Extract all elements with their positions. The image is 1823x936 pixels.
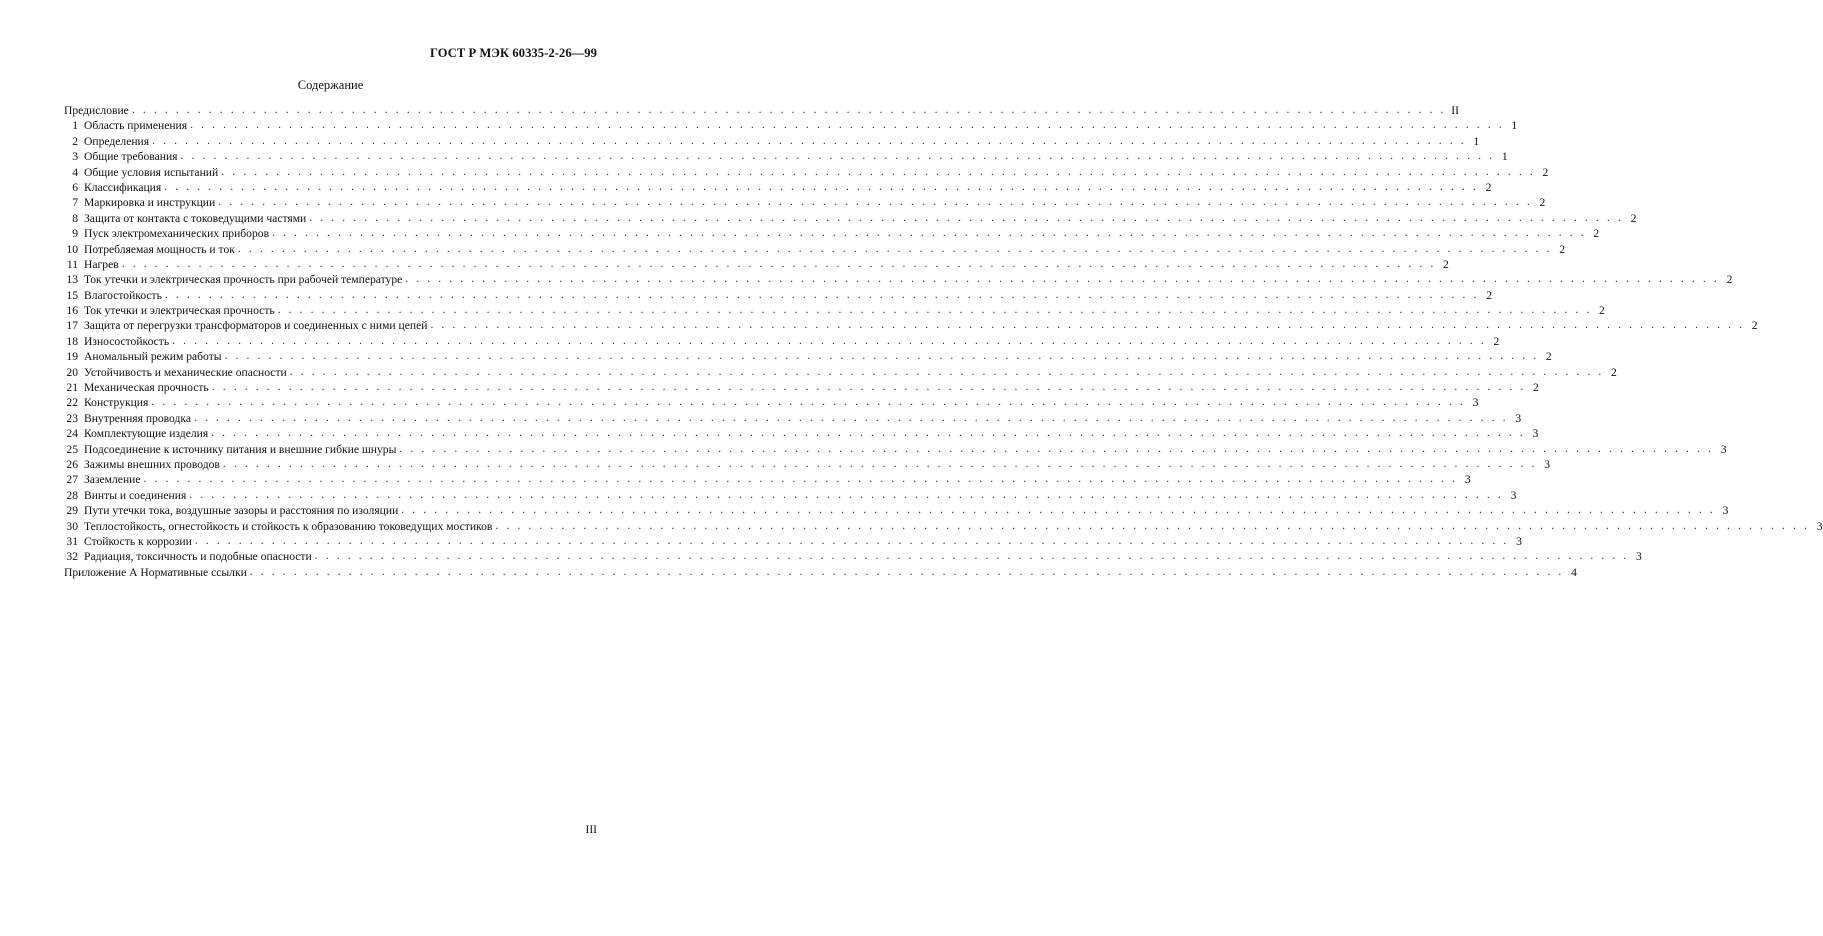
- toc-entry[interactable]: [64, 333, 1500, 349]
- toc-entry-label: Износостойкость: [84, 334, 170, 348]
- toc-entry[interactable]: [64, 518, 1823, 534]
- dot-leader: . . . . . . . . . . . . . . . . . . . . . . . . . . . . . . . . . . . . . . . . . . . . . . . . . . . . . . . . . . . . . . . . . . . . . . . . . . . . . . . . . . . . . . . . . . . . . . . . . . . . . . . . . . . . . . . . . . . . . . . .: [194, 533, 1509, 547]
- toc-entry-number: 20: [66, 365, 78, 379]
- toc-entry[interactable]: [64, 318, 1758, 333]
- dot-leader: . . . . . . . . . . . . . . . . . . . . . . . . . . . . . . . . . . . . . . . . . . . . . . . . . . . . . . . . . . . . . . . . . . . . . . . . . . . . . . . . . . . . . . . . . . . . . . . . . . . . . . . . . . . . . . . . . . . . . . . .: [218, 195, 1533, 209]
- toc-entry[interactable]: [64, 380, 1539, 395]
- toc-entry-label: Внутренняя проводка: [84, 411, 192, 425]
- toc-entry[interactable]: [64, 133, 1480, 149]
- toc-entry-label: Винты и соединения: [84, 488, 187, 502]
- toc-entry[interactable]: [64, 533, 1522, 549]
- toc-title: Содержание: [297, 78, 364, 92]
- toc-entry-page: 1: [1511, 119, 1518, 133]
- dot-leader: . . . . . . . . . . . . . . . . . . . . . . . . . . . . . . . . . . . . . . . . . . . . . . . . . . . . . . . . . . . . . . . . . . . . . . . . . . . . . . . . . . . . . . . . . . . . . . . . . . . . . . . . . . . . . . . . . . . . . . . .: [221, 164, 1536, 178]
- toc-entry-page: 3: [1816, 519, 1823, 533]
- toc-entry[interactable]: [64, 426, 1539, 441]
- toc-entry-page: 3: [1510, 488, 1517, 502]
- dot-leader: . . . . . . . . . . . . . . . . . . . . . . . . . . . . . . . . . . . . . . . . . . . . . . . . . . . . . . . . . . . . . . . . . . . . . . . . . . . . . . . . . . . . . . . . . . . . . . . . . . . . . . . . . . . . . . . . . . . . . . . .: [224, 349, 1539, 363]
- toc-entry-number: 19: [66, 350, 78, 364]
- toc-entry-page: II: [1451, 104, 1459, 117]
- toc-entry-page: 3: [1516, 534, 1522, 548]
- toc-entry-page: 2: [1751, 319, 1758, 333]
- dot-leader: . . . . . . . . . . . . . . . . . . . . . . . . . . . . . . . . . . . . . . . . . . . . . . . . . . . . . . . . . . . . . . . . . . . . . . . . . . . . . . . . . . . . . . . . . . . . . . . . . . . . . . . . . . . . . . . . . . . . . . . .: [405, 272, 1720, 286]
- toc-entry-page: 2: [1611, 365, 1617, 379]
- toc-entry-label: Аномальный режим работы: [84, 350, 222, 364]
- toc-entry-label: Ток утечки и электрическая прочность: [84, 304, 275, 318]
- toc-entry-page: 3: [1636, 550, 1642, 564]
- toc-entry-page: 3: [1532, 427, 1539, 441]
- toc-entry[interactable]: [64, 487, 1517, 503]
- toc-entry-label: Пуск электромеханических приборов: [84, 227, 270, 241]
- toc-entry-number: 2: [72, 134, 78, 148]
- dot-leader: . . . . . . . . . . . . . . . . . . . . . . . . . . . . . . . . . . . . . . . . . . . . . . . . . . . . . . . . . . . . . . . . . . . . . . . . . . . . . . . . . . . . . . . . . . . . . . . . . . . . . . . . . . . . . . . . . . . . . . . .: [211, 426, 1526, 440]
- dot-leader: . . . . . . . . . . . . . . . . . . . . . . . . . . . . . . . . . . . . . . . . . . . . . . . . . . . . . . . . . . . . . . . . . . . . . . . . . . . . . . . . . . . . . . . . . . . . . . . . . . . . . . . . . . . . . . . . . . . . . . . .: [401, 503, 1716, 517]
- dot-leader: . . . . . . . . . . . . . . . . . . . . . . . . . . . . . . . . . . . . . . . . . . . . . . . . . . . . . . . . . . . . . . . . . . . . . . . . . . . . . . . . . . . . . . . . . . . . . . . . . . . . . . . . . . . . . . . . . . . . . . . .: [152, 133, 1467, 147]
- toc-entry-page: 2: [1726, 273, 1733, 287]
- dot-leader: . . . . . . . . . . . . . . . . . . . . . . . . . . . . . . . . . . . . . . . . . . . . . . . . . . . . . . . . . . . . . . . . . . . . . . . . . . . . . . . . . . . . . . . . . . . . . . . . . . . . . . . . . . . . . . . . . . . . . . . .: [172, 333, 1487, 347]
- toc-entry-number: 13: [66, 273, 78, 287]
- dot-leader: . . . . . . . . . . . . . . . . . . . . . . . . . . . . . . . . . . . . . . . . . . . . . . . . . . . . . . . . . . . . . . . . . . . . . . . . . . . . . . . . . . . . . . . . . . . . . . . . . . . . . . . . . . . . . . . . . . . . . . . .: [272, 226, 1587, 240]
- toc-entry-number: 21: [66, 381, 78, 395]
- toc-entry-label: Определения: [84, 134, 150, 148]
- toc-entry-number: 22: [66, 396, 78, 410]
- toc-entry-number: 6: [72, 180, 78, 194]
- dot-leader: . . . . . . . . . . . . . . . . . . . . . . . . . . . . . . . . . . . . . . . . . . . . . . . . . . . . . . . . . . . . . . . . . . . . . . . . . . . . . . . . . . . . . . . . . . . . . . . . . . . . . . . . . . . . . . . . . . . . . . . .: [194, 410, 1509, 424]
- toc-entry-label: Приложение А Нормативные ссылки: [64, 565, 247, 579]
- toc-entry-number: 16: [66, 304, 78, 318]
- toc-entry-number: 7: [72, 196, 78, 210]
- dot-leader: . . . . . . . . . . . . . . . . . . . . . . . . . . . . . . . . . . . . . . . . . . . . . . . . . . . . . . . . . . . . . . . . . . . . . . . . . . . . . . . . . . . . . . . . . . . . . . . . . . . . . . . . . . . . . . . . . . . . . . . .: [399, 441, 1714, 455]
- dot-leader: . . . . . . . . . . . . . . . . . . . . . . . . . . . . . . . . . . . . . . . . . . . . . . . . . . . . . . . . . . . . . . . . . . . . . . . . . . . . . . . . . . . . . . . . . . . . . . . . . . . . . . . . . . . . . . . . . . . . . . . .: [164, 287, 1480, 301]
- toc-entry-page: 2: [1630, 211, 1637, 225]
- toc-entry[interactable]: [64, 164, 1549, 180]
- toc-entry-label: Подсоединение к источнику питания и внешние гибкие шнуры: [84, 442, 397, 456]
- toc-entry-number: 23: [66, 411, 78, 425]
- toc-entry[interactable]: [64, 303, 1605, 318]
- toc-entry-label: Влагостойкость: [84, 288, 162, 302]
- toc-entry[interactable]: [64, 564, 1577, 580]
- toc-entry-number: 4: [72, 165, 78, 179]
- dot-leader: . . . . . . . . . . . . . . . . . . . . . . . . . . . . . . . . . . . . . . . . . . . . . . . . . . . . . . . . . . . . . . . . . . . . . . . . . . . . . . . . . . . . . . . . . . . . . . . . . . . . . . . . . . . . . . . . . . . . . . . .: [180, 149, 1495, 163]
- toc-entry[interactable]: [64, 287, 1493, 303]
- toc-entry-page: 3: [1464, 473, 1471, 487]
- toc-entry-label: Классификация: [84, 180, 162, 194]
- dot-leader: . . . . . . . . . . . . . . . . . . . . . . . . . . . . . . . . . . . . . . . . . . . . . . . . . . . . . . . . . . . . . . . . . . . . . . . . . . . . . . . . . . . . . . . . . . . . . . . . . . . . . . . . . . . . . . . . . . . . . . . .: [189, 487, 1504, 501]
- toc-entry-page: 2: [1542, 165, 1549, 179]
- page-number: III: [585, 824, 597, 836]
- toc-entry-number: 1: [72, 119, 78, 133]
- table-of-contents: [64, 103, 1823, 580]
- toc-entry-label: Механическая прочность: [84, 381, 209, 395]
- toc-entry[interactable]: [64, 195, 1546, 210]
- toc-entry[interactable]: [64, 241, 1565, 257]
- dot-leader: . . . . . . . . . . . . . . . . . . . . . . . . . . . . . . . . . . . . . . . . . . . . . . . . . . . . . . . . . . . . . . . . . . . . . . . . . . . . . . . . . . . . . . . . . . . . . . . . . . . . . . . . . . . . . . . . . . . . . . . .: [314, 549, 1629, 563]
- toc-entry-page: 2: [1539, 196, 1546, 210]
- toc-entry-label: Стойкость к коррозии: [84, 534, 192, 548]
- toc-entry-label: Пути утечки тока, воздушные зазоры и расстояния по изоляции: [84, 504, 399, 518]
- toc-entry-label: Защита от контакта с токоведущими частями: [84, 211, 307, 225]
- toc-entry-number: 29: [66, 504, 78, 518]
- toc-entry-number: 26: [66, 457, 78, 471]
- toc-entry-page: 2: [1485, 180, 1492, 194]
- toc-entry-label: Область применения: [84, 119, 188, 133]
- dot-leader: . . . . . . . . . . . . . . . . . . . . . . . . . . . . . . . . . . . . . . . . . . . . . . . . . . . . . . . . . . . . . . . . . . . . . . . . . . . . . . . . . . . . . . . . . . . . . . . . . . . . . . . . . . . . . . . . . . . . . . . .: [430, 318, 1745, 332]
- toc-entry[interactable]: [64, 179, 1492, 195]
- toc-entry[interactable]: [64, 549, 1642, 564]
- toc-entry-label: Радиация, токсичность и подобные опасности: [84, 550, 312, 564]
- dot-leader: . . . . . . . . . . . . . . . . . . . . . . . . . . . . . . . . . . . . . . . . . . . . . . . . . . . . . . . . . . . . . . . . . . . . . . . . . . . . . . . . . . . . . . . . . . . . . . . . . . . . . . . . . . . . . . . . . . . . . . . .: [151, 395, 1466, 409]
- dot-leader: . . . . . . . . . . . . . . . . . . . . . . . . . . . . . . . . . . . . . . . . . . . . . . . . . . . . . . . . . . . . . . . . . . . . . . . . . . . . . . . . . . . . . . . . . . . . . . . . . . . . . . . . . . . . . . . . . . . . . . . .: [289, 364, 1604, 378]
- toc-entry-number: 8: [72, 211, 78, 225]
- toc-entry[interactable]: [64, 103, 1459, 118]
- toc-entry[interactable]: [64, 210, 1637, 226]
- dot-leader: . . . . . . . . . . . . . . . . . . . . . . . . . . . . . . . . . . . . . . . . . . . . . . . . . . . . . . . . . . . . . . . . . . . . . . . . . . . . . . . . . . . . . . . . . . . . . . . . . . . . . . . . . . . . . . . . . . . . . . . .: [121, 256, 1436, 270]
- toc-entry-page: 1: [1473, 134, 1480, 148]
- toc-entry-label: Теплостойкость, огнестойкость и стойкость к образованию токоведущих мостиков: [84, 519, 493, 533]
- dot-leader: . . . . . . . . . . . . . . . . . . . . . . . . . . . . . . . . . . . . . . . . . . . . . . . . . . . . . . . . . . . . . . . . . . . . . . . . . . . . . . . . . . . . . . . . . . . . . . . . . . . . . . . . . . . . . . . . . . . . . . . .: [131, 103, 1446, 116]
- toc-entry-number: 11: [66, 257, 78, 271]
- toc-entry-page: 2: [1559, 242, 1565, 256]
- toc-entry-label: Комплектующие изделия: [84, 427, 209, 441]
- toc-entry-label: Защита от перегрузки трансформаторов и соединенных с ними цепей: [84, 319, 428, 333]
- document-header-code: ГОСТ Р МЭК 60335-2-26—99: [430, 46, 597, 60]
- toc-entry-number: 32: [66, 550, 78, 564]
- toc-entry-page: 4: [1571, 565, 1577, 579]
- toc-entry[interactable]: [64, 149, 1508, 164]
- dot-leader: . . . . . . . . . . . . . . . . . . . . . . . . . . . . . . . . . . . . . . . . . . . . . . . . . . . . . . . . . . . . . . . . . . . . . . . . . . . . . . . . . . . . . . . . . . . . . . . . . . . . . . . . . . . . . . . . . . . . . . . .: [309, 210, 1624, 224]
- toc-entry[interactable]: [64, 456, 1551, 472]
- toc-entry-label: Устойчивость и механические опасности: [84, 365, 287, 379]
- toc-entry-number: 28: [66, 488, 78, 502]
- toc-entry[interactable]: [64, 441, 1727, 457]
- toc-entry-page: 3: [1722, 504, 1729, 518]
- toc-entry[interactable]: [64, 472, 1471, 487]
- toc-entry-number: 24: [66, 427, 78, 441]
- toc-entry[interactable]: [64, 503, 1729, 518]
- toc-entry-page: 1: [1501, 150, 1508, 164]
- toc-entry-page: 2: [1545, 350, 1552, 364]
- toc-entry-number: 30: [66, 519, 78, 533]
- toc-entry[interactable]: [64, 256, 1449, 272]
- toc-entry-page: 3: [1544, 457, 1551, 471]
- toc-entry-number: 15: [66, 288, 78, 302]
- dot-leader: . . . . . . . . . . . . . . . . . . . . . . . . . . . . . . . . . . . . . . . . . . . . . . . . . . . . . . . . . . . . . . . . . . . . . . . . . . . . . . . . . . . . . . . . . . . . . . . . . . . . . . . . . . . . . . . . . . . . . . . .: [249, 564, 1564, 578]
- toc-entry-label: Ток утечки и электрическая прочность при рабочей температуре: [84, 273, 403, 287]
- dot-leader: . . . . . . . . . . . . . . . . . . . . . . . . . . . . . . . . . . . . . . . . . . . . . . . . . . . . . . . . . . . . . . . . . . . . . . . . . . . . . . . . . . . . . . . . . . . . . . . . . . . . . . . . . . . . . . . . . . . . . . . .: [222, 456, 1538, 470]
- toc-entry-number: 10: [66, 242, 78, 256]
- toc-entry-number: 18: [66, 334, 78, 348]
- dot-leader: . . . . . . . . . . . . . . . . . . . . . . . . . . . . . . . . . . . . . . . . . . . . . . . . . . . . . . . . . . . . . . . . . . . . . . . . . . . . . . . . . . . . . . . . . . . . . . . . . . . . . . . . . . . . . . . . . . . . . . . .: [277, 303, 1592, 317]
- toc-entry-page: 3: [1515, 411, 1522, 425]
- toc-entry[interactable]: [64, 118, 1518, 133]
- toc-entry-label: Общие требования: [84, 150, 178, 164]
- toc-entry-page: 2: [1599, 304, 1605, 318]
- toc-entry-label: Нагрев: [84, 257, 119, 271]
- dot-leader: . . . . . . . . . . . . . . . . . . . . . . . . . . . . . . . . . . . . . . . . . . . . . . . . . . . . . . . . . . . . . . . . . . . . . . . . . . . . . . . . . . . . . . . . . . . . . . . . . . . . . . . . . . . . . . . . . . . . . . . .: [143, 472, 1458, 486]
- toc-entry-number: 9: [72, 227, 78, 241]
- toc-entry-page: 2: [1593, 227, 1600, 241]
- dot-leader: . . . . . . . . . . . . . . . . . . . . . . . . . . . . . . . . . . . . . . . . . . . . . . . . . . . . . . . . . . . . . . . . . . . . . . . . . . . . . . . . . . . . . . . . . . . . . . . . . . . . . . . . . . . . . . . . . . . . . . . .: [237, 241, 1552, 255]
- toc-entry-page: 2: [1493, 334, 1500, 348]
- toc-entry-label: Маркировка и инструкции: [84, 196, 216, 210]
- toc-entry-label: Заземление: [84, 473, 141, 487]
- toc-entry-number: 27: [66, 473, 78, 487]
- toc-entry-label: Потребляемая мощность и ток: [84, 242, 235, 256]
- toc-entry[interactable]: [64, 349, 1552, 364]
- toc-entry-label: Общие условия испытаний: [84, 165, 219, 179]
- dot-leader: . . . . . . . . . . . . . . . . . . . . . . . . . . . . . . . . . . . . . . . . . . . . . . . . . . . . . . . . . . . . . . . . . . . . . . . . . . . . . . . . . . . . . . . . . . . . . . . . . . . . . . . . . . . . . . . . . . . . . . . .: [495, 518, 1810, 532]
- toc-entry-page: 2: [1443, 257, 1449, 271]
- dot-leader: . . . . . . . . . . . . . . . . . . . . . . . . . . . . . . . . . . . . . . . . . . . . . . . . . . . . . . . . . . . . . . . . . . . . . . . . . . . . . . . . . . . . . . . . . . . . . . . . . . . . . . . . . . . . . . . . . . . . . . . .: [211, 380, 1526, 394]
- toc-entry-page: 3: [1472, 396, 1479, 410]
- toc-entry-number: 17: [66, 319, 78, 333]
- toc-entry[interactable]: [64, 395, 1479, 410]
- toc-entry[interactable]: [64, 410, 1522, 426]
- dot-leader: . . . . . . . . . . . . . . . . . . . . . . . . . . . . . . . . . . . . . . . . . . . . . . . . . . . . . . . . . . . . . . . . . . . . . . . . . . . . . . . . . . . . . . . . . . . . . . . . . . . . . . . . . . . . . . . . . . . . . . . .: [164, 179, 1479, 193]
- dot-leader: . . . . . . . . . . . . . . . . . . . . . . . . . . . . . . . . . . . . . . . . . . . . . . . . . . . . . . . . . . . . . . . . . . . . . . . . . . . . . . . . . . . . . . . . . . . . . . . . . . . . . . . . . . . . . . . . . . . . . . . .: [190, 118, 1505, 132]
- toc-entry-label: Зажимы внешних проводов: [84, 457, 220, 471]
- toc-entry-number: 25: [66, 442, 78, 456]
- toc-entry[interactable]: [64, 226, 1600, 241]
- toc-entry-number: 3: [72, 150, 78, 164]
- toc-entry-label: Предисловие: [64, 104, 129, 117]
- toc-entry[interactable]: [64, 364, 1617, 380]
- toc-entry-page: 2: [1533, 381, 1539, 395]
- toc-entry-number: 31: [66, 534, 78, 548]
- toc-entry-label: Конструкция: [84, 396, 149, 410]
- toc-entry[interactable]: [64, 272, 1733, 287]
- toc-entry-page: 2: [1486, 288, 1493, 302]
- toc-entry-page: 3: [1720, 442, 1727, 456]
